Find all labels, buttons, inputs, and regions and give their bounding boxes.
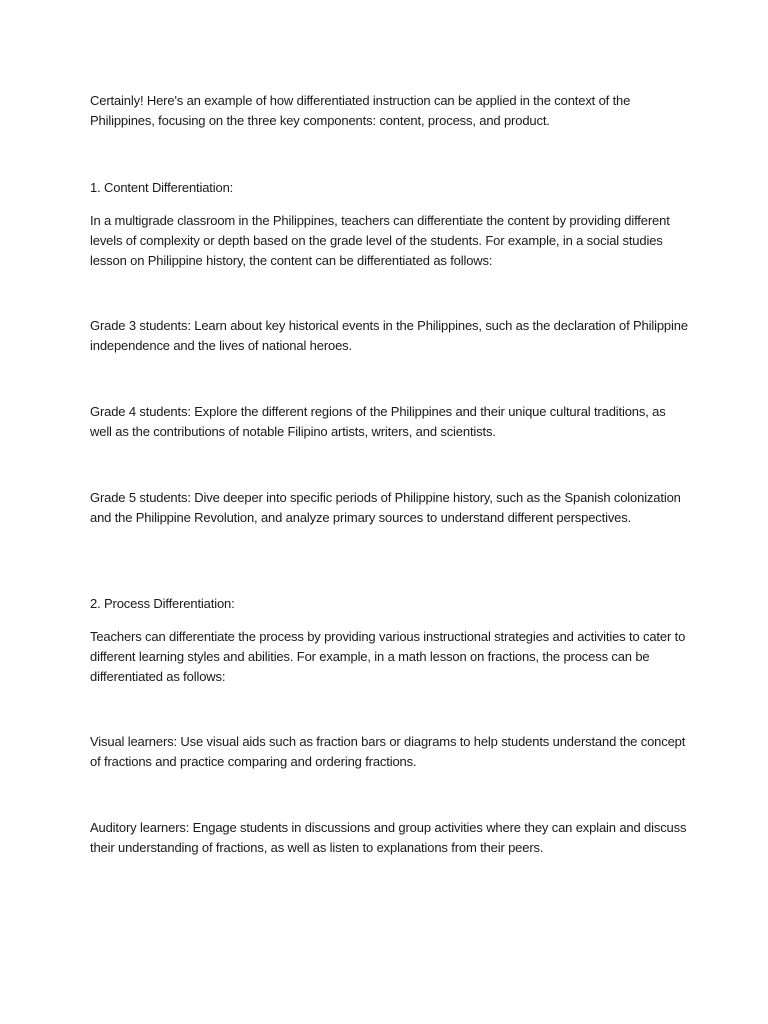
list-item-auditory-learners: Auditory learners: Engage students in discussions and group activities where they can explain and discuss their understanding of fractions, as well as listen to explanations from their peers. [90, 820, 687, 855]
list-item-grade-4: Grade 4 students: Explore the different regions of the Philippines and their unique cultural traditions, as well as the contributions of notable Filipino artists, writers, and scientists. [90, 404, 666, 439]
list-item-visual-learners: Visual learners: Use visual aids such as fraction bars or diagrams to help students understand the concept of fractions and practice comparing and ordering fractions. [90, 734, 686, 769]
section-body-content: In a multigrade classroom in the Philippines, teachers can differentiate the content by providing different levels of complexity or depth based on the grade level of the students. For example, in a social studies lesson on Philippine history, the content can be differentiated as follows: [90, 213, 670, 268]
section-heading-process: 2. Process Differentiation: [90, 596, 235, 611]
section-body-process: Teachers can differentiate the process by providing various instructional strategies and activities to cater to different learning styles and abilities. For example, in a math lesson on fractions, the process can be differentiated as follows: [90, 629, 686, 684]
list-item-grade-5: Grade 5 students: Dive deeper into specific periods of Philippine history, such as the Spanish colonization and the Philippine Revolution, and analyze primary sources to understand different perspectives. [90, 490, 681, 525]
intro-paragraph: Certainly! Here's an example of how differentiated instruction can be applied in the context of the Philippines, focusing on the three key components: content, process, and product. [90, 93, 631, 128]
list-item-grade-3: Grade 3 students: Learn about key historical events in the Philippines, such as the declaration of Philippine independence and the lives of national heroes. [90, 318, 688, 353]
section-heading-content: 1. Content Differentiation: [90, 180, 234, 195]
